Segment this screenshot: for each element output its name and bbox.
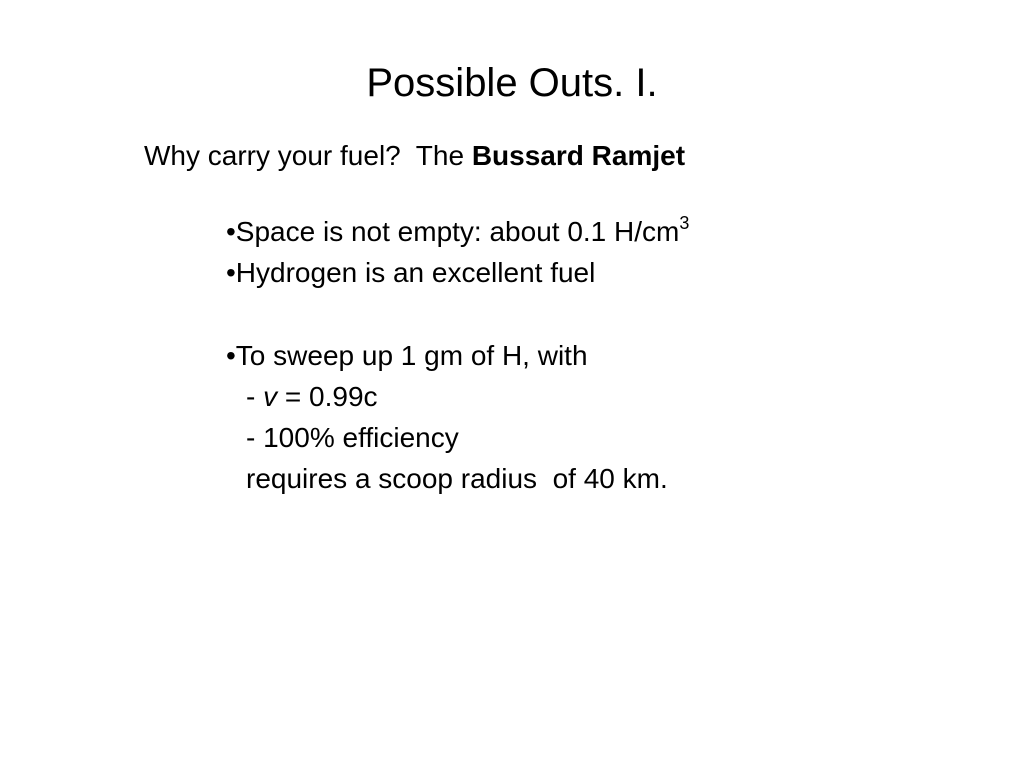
sub-item-conclusion: requires a scoop radius of 40 km.	[246, 463, 668, 494]
slide-subtitle	[144, 138, 685, 174]
velocity-dash: -	[246, 381, 264, 412]
subtitle-question: Why carry your fuel? The	[144, 140, 472, 171]
slide-title: Possible Outs. I.	[366, 61, 658, 105]
sub-item-efficiency: - 100% efficiency	[246, 422, 459, 453]
superscript-three: 3	[679, 212, 690, 233]
velocity-value: = 0.99c	[277, 381, 378, 412]
bullet-hydrogen-fuel: •Hydrogen is an excellent fuel	[226, 257, 596, 288]
bullet-sweep-up: •To sweep up 1 gm of H, with	[226, 340, 588, 371]
subtitle-bold-term: Bussard Ramjet	[471, 140, 686, 171]
bullet-space-not-empty	[226, 214, 689, 250]
sub-item-velocity	[246, 379, 378, 415]
bullet-space-not-empty-text: •Space is not empty: about 0.1 H/cm	[226, 216, 680, 247]
velocity-variable: v	[263, 381, 278, 412]
